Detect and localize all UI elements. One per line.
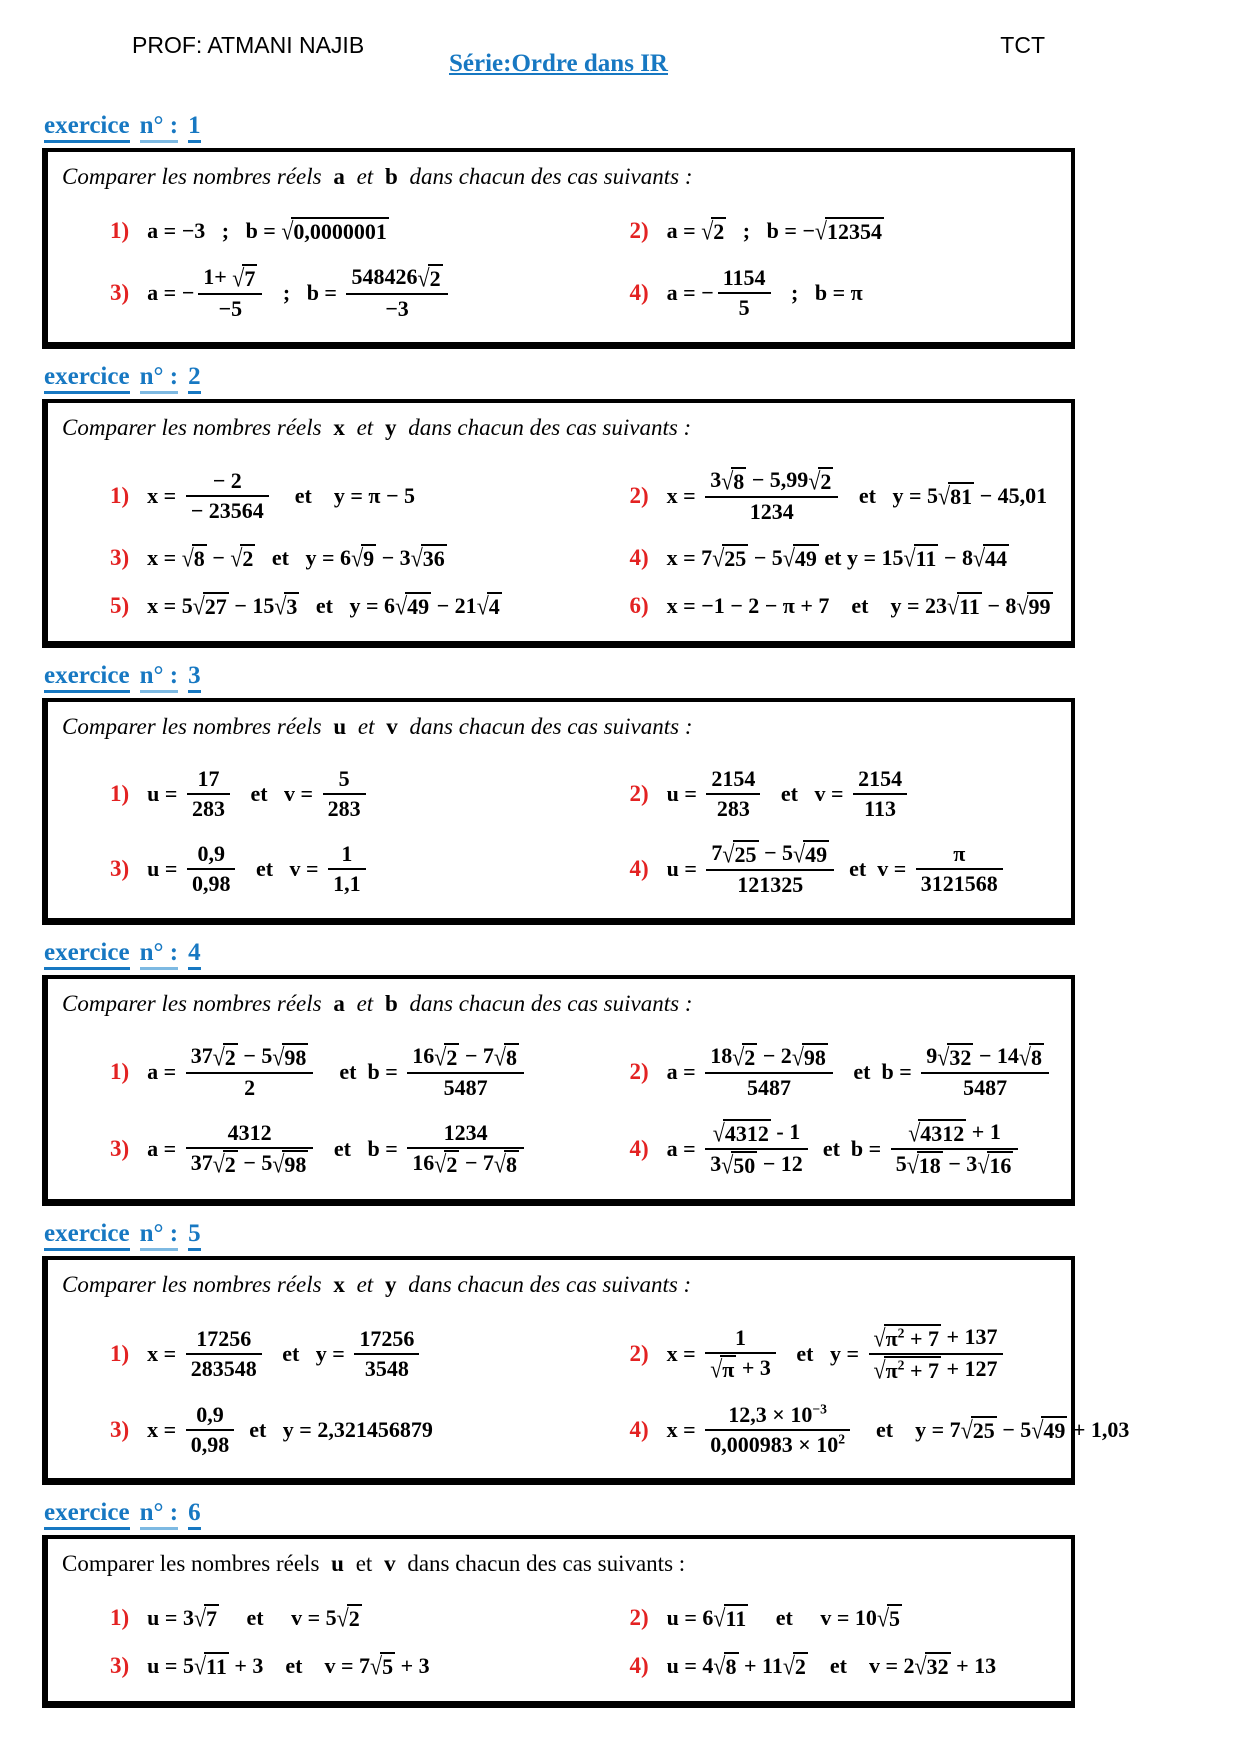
exercise-item — [581, 589, 1061, 623]
item-number: 3) — [110, 856, 130, 881]
fraction: √ 4312 + 1 5 √ 18 − 3 √ 16 — [891, 1119, 1019, 1179]
fraction: $\frac{17}{283}$ — [187, 766, 230, 822]
fraction: 7 √ 25 − 5 √ 49 121325 — [706, 840, 834, 898]
item-number: 5) — [110, 593, 130, 618]
exercise-label-no: n° : — [140, 1220, 178, 1251]
exercise-4-intro: Comparer les nombres réels a et b dans chacun des cas suivants : — [62, 991, 693, 1016]
item-math: u = $\frac{0,9}{0,98}$ et v = $\frac{1}{1,1}$ — [147, 839, 369, 899]
item-number: 2) — [629, 1341, 649, 1366]
square-root: √ 32 — [937, 1043, 972, 1071]
exercise-item — [62, 1601, 581, 1635]
square-root: √ 8 — [1018, 1043, 1042, 1071]
fraction: $\frac{12,3 \times 10^{-3}}{0,000983 \times 10^2}$ — [705, 1402, 850, 1458]
exercise-label-word: exercice — [44, 112, 130, 143]
square-root: √ 50 — [721, 1151, 756, 1179]
exercise-item — [581, 764, 1061, 824]
item-math: u = $\frac{17}{283}$ et v = $\frac{5}{283}$ — [147, 764, 369, 824]
exercise-4 — [42, 939, 1075, 1206]
item-number: 3) — [110, 1417, 130, 1442]
square-root: √ 8 — [181, 544, 205, 572]
exercise-item — [62, 541, 581, 575]
item-number: 4) — [629, 856, 649, 881]
item-math: a = 37 √ 2 − 5 √ 98 2 et b = 16 √ 2 − 7 √ 8 5487 — [147, 1041, 528, 1103]
exercise-3-intro: Comparer les nombres réels u et v dans chacun des cas suivants : — [62, 714, 693, 739]
square-root: √ 2 — [434, 1150, 458, 1178]
item-number: 1) — [110, 483, 130, 508]
fraction: 548426 √ 2 −3 — [346, 264, 447, 322]
square-root: √ 98 — [791, 1043, 826, 1071]
square-root: √ 2 — [732, 1043, 756, 1071]
exercise-label-number: 2 — [188, 363, 201, 394]
item-math: u = 6 √ 11 et v = 10 √ 5 — [666, 1604, 901, 1632]
exercise-item — [581, 838, 1061, 900]
square-root: √ 49 — [793, 840, 828, 868]
exercise-1-items — [62, 200, 1061, 328]
exercise-label-number: 1 — [188, 112, 201, 143]
square-root: √ 8 — [721, 467, 745, 495]
square-root: √ 2 — [782, 1652, 806, 1680]
fraction: 37 √ 2 − 5 √ 98 2 — [186, 1043, 314, 1101]
item-number: 2) — [629, 781, 649, 806]
square-root: √ 27 — [192, 592, 227, 620]
fraction: $\frac{0,9}{0,98}$ — [187, 841, 236, 897]
fraction: √ 4312 - 1 3 √ 50 − 12 — [705, 1119, 808, 1179]
item-number: 6) — [629, 593, 649, 618]
exercise-item — [62, 1400, 581, 1460]
square-root: √ 11 — [947, 592, 980, 620]
exercise-6 — [42, 1499, 1075, 1708]
exercise-label-number: 6 — [188, 1499, 201, 1530]
item-number: 3) — [110, 1653, 130, 1678]
item-math: a = 18 √ 2 − 2 √ 98 5487 et b = 9 √ 32 − 14 √ 8 5487 — [667, 1041, 1053, 1103]
item-math: x = √ 8 − √ 2 et y = 6 √ 9 − 3 √ 36 — [147, 544, 445, 572]
fraction: 1+ √ 7 −5 — [198, 264, 262, 322]
square-root: √ 9 — [351, 544, 375, 572]
square-root: √ 2 — [808, 467, 832, 495]
square-root: √ 81 — [938, 482, 973, 510]
exercise-1 — [42, 112, 1075, 349]
item-math: x = −1 − 2 − π + 7 et y = 23 √ 11 − 8 √ 99 — [666, 592, 1051, 620]
fraction: $\frac{2154}{113}$ — [853, 766, 907, 822]
item-math: a = − 1+ √ 7 −5 ; b = 548426 √ 2 −3 — [147, 262, 451, 324]
exercise-5-items — [62, 1308, 1130, 1464]
item-number: 4) — [629, 545, 649, 570]
exercise-5-label — [44, 1220, 1075, 1248]
fraction: $\frac{\pi}{3121568}$ — [916, 841, 1003, 897]
item-number: 2) — [629, 483, 649, 508]
square-root: √ 11 — [903, 544, 937, 572]
square-root: √ 2 — [434, 1043, 458, 1071]
exercise-label-no: n° : — [140, 1499, 178, 1530]
square-root: √ 5 — [876, 1604, 901, 1632]
item-number: 4) — [629, 1136, 649, 1161]
exercise-label-no: n° : — [140, 662, 178, 693]
square-root: √ 8 — [493, 1043, 517, 1071]
square-root: √ 18 — [906, 1151, 941, 1179]
item-math: u = 5 √ 11 + 3 et v = 7 √ 5 + 3 — [147, 1652, 430, 1680]
exercise-1-label — [44, 112, 1075, 140]
square-root: √ 11 — [713, 1604, 747, 1632]
fraction: √ $\pi^2 + 7$ + 137 √ $\pi^2 + 7$ + 127 — [869, 1324, 1003, 1384]
square-root: √ 0,0000001 — [281, 217, 387, 245]
exercise-item — [62, 465, 581, 527]
exercise-6-box — [42, 1535, 1075, 1708]
square-root: √ 2 — [701, 217, 725, 245]
item-number: 4) — [629, 1653, 649, 1678]
exercise-1-intro: Comparer les nombres réels a et b dans chacun des cas suivants : — [62, 164, 693, 189]
square-root: √ 44 — [972, 544, 1008, 572]
square-root: √ 49 — [782, 544, 817, 572]
exercise-4-label — [44, 939, 1075, 967]
item-math: x = 5 √ 27 − 15 √ 3 et y = 6 √ 49 − 21 √ 4 — [147, 592, 500, 620]
item-math: x = 1 √ π + 3 et y = √ $\pi^2 + 7$ + 137 √ $\pi^2 + 7$ + 127 — [667, 1322, 1007, 1386]
exercise-2-box — [42, 399, 1075, 648]
exercise-item — [62, 838, 581, 900]
item-number: 4) — [629, 1417, 649, 1442]
exercise-label-word: exercice — [44, 662, 130, 693]
exercise-5 — [42, 1220, 1130, 1485]
square-root: √ 2 — [336, 1604, 360, 1632]
item-math: x = $\frac{0,9}{0,98}$ et y = 2,321456879 — [147, 1402, 433, 1457]
item-number: 1) — [110, 1059, 130, 1084]
square-root: √ 2 — [417, 264, 441, 292]
square-root: √ 4312 — [908, 1119, 965, 1147]
exercise-label-number: 4 — [188, 939, 201, 970]
square-root: √ 4312 — [712, 1119, 769, 1147]
item-math: a = −3 ; b = √ 0,0000001 — [147, 217, 387, 245]
square-root: √ 8 — [713, 1652, 737, 1680]
professor-name: PROF: ATMANI NAJIB — [132, 32, 365, 58]
item-math: x = $\frac{17256}{283548}$ et y = $\frac{17256}{3548}$ — [147, 1324, 423, 1384]
square-root: √ 11 — [193, 1652, 227, 1680]
fraction: 16 √ 2 − 7 √ 8 5487 — [407, 1043, 524, 1101]
exercise-item — [581, 262, 1061, 324]
square-root: √ $\pi^2 + 7$ — [873, 1356, 940, 1384]
series-title: Série:Ordre dans IR — [449, 50, 668, 77]
exercise-item — [581, 1649, 1061, 1683]
item-math: x = 3 √ 8 − 5,99 √ 2 1234 et y = 5 √ 81 − 45,01 — [666, 467, 1048, 524]
exercise-3 — [42, 662, 1075, 925]
item-number: 1) — [110, 781, 130, 806]
exercise-4-items — [62, 1027, 1061, 1185]
exercise-2 — [42, 363, 1075, 648]
square-root: √ 32 — [914, 1652, 949, 1680]
exercise-label-word: exercice — [44, 1499, 130, 1530]
exercise-2-label — [44, 363, 1075, 391]
exercise-item — [581, 541, 1061, 575]
square-root: √ 49 — [395, 592, 430, 620]
square-root: √ 3 — [274, 592, 298, 620]
exercise-2-intro: Comparer les nombres réels x et y dans chacun des cas suivants : — [62, 415, 692, 440]
fraction: 1 √ π + 3 — [705, 1325, 776, 1383]
exercise-label-no: n° : — [140, 112, 178, 143]
square-root: √ 25 — [722, 840, 757, 868]
exercise-item — [581, 1117, 1061, 1181]
exercise-5-box — [42, 1256, 1130, 1485]
exercise-1-box — [42, 148, 1075, 349]
exercise-6-intro: Comparer les nombres réels u et v dans chacun des cas suivants : — [62, 1551, 686, 1576]
item-math: u = $\frac{2154}{283}$ et v = $\frac{2154}{113}$ — [667, 764, 911, 824]
item-math: x = $\frac{- 2}{- 23564}$ et y = π − 5 — [147, 468, 415, 523]
exercise-item — [62, 1649, 581, 1683]
fraction: 3 √ 8 − 5,99 √ 2 1234 — [705, 467, 838, 525]
square-root: √ 2 — [212, 1150, 236, 1178]
fraction: $\frac{0,9}{0,98}$ — [186, 1402, 235, 1458]
exercise-item — [581, 1601, 1061, 1635]
item-math: a = √ 4312 - 1 3 √ 50 − 12 et b = √ 4312 + 1 5 √ 18 − 3 √ 16 — [667, 1117, 1023, 1181]
fraction: 1234 16 √ 2 − 7 √ 8 — [407, 1120, 524, 1178]
item-math: a = √ 2 ; b = − √ 12354 — [666, 217, 882, 245]
fraction: 4312 37 √ 2 − 5 √ 98 — [186, 1120, 314, 1178]
exercise-label-no: n° : — [140, 363, 178, 394]
item-number: 3) — [110, 1136, 130, 1161]
item-math: a = − $\frac{1154}{5}$ ; b = π — [666, 265, 863, 320]
square-root: √ 7 — [193, 1604, 218, 1632]
exercise-label-word: exercice — [44, 939, 130, 970]
exercise-item — [581, 1041, 1061, 1103]
exercise-label-word: exercice — [44, 1220, 130, 1251]
exercise-item — [581, 214, 1061, 248]
square-root: √ 98 — [272, 1043, 307, 1071]
square-root: √ 4 — [476, 592, 500, 620]
exercise-4-box — [42, 975, 1075, 1206]
square-root: √ 16 — [977, 1151, 1012, 1179]
exercise-3-box — [42, 698, 1075, 925]
square-root: √ 99 — [1016, 592, 1051, 620]
square-root: √ 36 — [410, 544, 445, 572]
fraction: $\frac{17256}{283548}$ — [186, 1326, 262, 1382]
fraction: $\frac{17256}{3548}$ — [354, 1326, 419, 1382]
item-number: 4) — [629, 280, 649, 305]
exercise-3-items — [62, 750, 1061, 904]
class-code: TCT — [1000, 32, 1045, 58]
exercise-item — [62, 262, 581, 324]
square-root: √ 98 — [272, 1150, 307, 1178]
exercise-item — [62, 1041, 581, 1103]
fraction: 9 √ 32 − 14 √ 8 5487 — [921, 1043, 1049, 1101]
fraction: $\frac{5}{283}$ — [323, 766, 366, 822]
item-number: 3) — [110, 545, 130, 570]
square-root: √ 25 — [960, 1416, 995, 1444]
exercise-item — [62, 1117, 581, 1181]
square-root: √ 5 — [370, 1652, 394, 1680]
square-root: √ 2 — [212, 1043, 236, 1071]
square-root: √ 49 — [1031, 1416, 1066, 1444]
exercise-label-no: n° : — [140, 939, 178, 970]
square-root: √ 25 — [712, 544, 747, 572]
square-root: √ 8 — [493, 1150, 517, 1178]
exercise-item — [62, 764, 581, 824]
item-number: 1) — [110, 218, 130, 243]
fraction: $\frac{- 2}{- 23564}$ — [186, 468, 269, 524]
fraction: $\frac{1}{1,1}$ — [328, 841, 366, 897]
item-math: u = 7 √ 25 − 5 √ 49 121325 et v = $\frac{\pi}{3121568}$ — [667, 838, 1007, 900]
exercise-5-intro: Comparer les nombres réels x et y dans chacun des cas suivants : — [62, 1272, 692, 1297]
exercise-6-items — [62, 1587, 1061, 1687]
exercise-item — [62, 1322, 581, 1386]
exercise-label-number: 5 — [188, 1220, 201, 1251]
square-root: √ 7 — [232, 264, 256, 292]
exercise-item — [581, 465, 1061, 527]
exercise-item — [581, 1400, 1130, 1460]
item-number: 2) — [629, 1059, 649, 1084]
exercise-2-items — [62, 451, 1061, 627]
item-number: 2) — [629, 218, 649, 243]
item-math: x = $\frac{12,3 \times 10^{-3}}{0,000983 \times 10^2}$ et y = 7 √ 25 − 5 √ 49 + 1,03 — [666, 1401, 1130, 1457]
item-math: u = 4 √ 8 + 11 √ 2 et v = 2 √ 32 + 13 — [666, 1652, 997, 1680]
exercise-item — [62, 214, 581, 248]
item-number: 3) — [110, 280, 130, 305]
item-math: u = 3 √ 7 et v = 5 √ 2 — [147, 1604, 360, 1632]
exercise-label-number: 3 — [188, 662, 201, 693]
item-math: a = 4312 37 √ 2 − 5 √ 98 et b = 1234 16 √ 2 − 7 √ 8 — [147, 1118, 528, 1180]
square-root: √ π — [710, 1355, 735, 1383]
exercise-6-label — [44, 1499, 1075, 1527]
item-number: 2) — [629, 1605, 649, 1630]
fraction: 18 √ 2 − 2 √ 98 5487 — [705, 1043, 833, 1101]
square-root: √ 2 — [230, 544, 254, 572]
exercise-label-word: exercice — [44, 363, 130, 394]
square-root: √ $\pi^2 + 7$ — [873, 1324, 940, 1352]
page-header — [42, 28, 1075, 98]
exercise-3-label — [44, 662, 1075, 690]
square-root: √ 12354 — [814, 217, 882, 245]
fraction: $\frac{2154}{283}$ — [706, 766, 760, 822]
exercise-item — [581, 1322, 1061, 1386]
item-number: 1) — [110, 1605, 130, 1630]
exercise-item — [62, 589, 581, 623]
item-math: x = 7 √ 25 − 5 √ 49 et y = 15 √ 11 − 8 √ 44 — [666, 544, 1008, 572]
item-number: 1) — [110, 1341, 130, 1366]
fraction: $\frac{1154}{5}$ — [718, 265, 771, 321]
